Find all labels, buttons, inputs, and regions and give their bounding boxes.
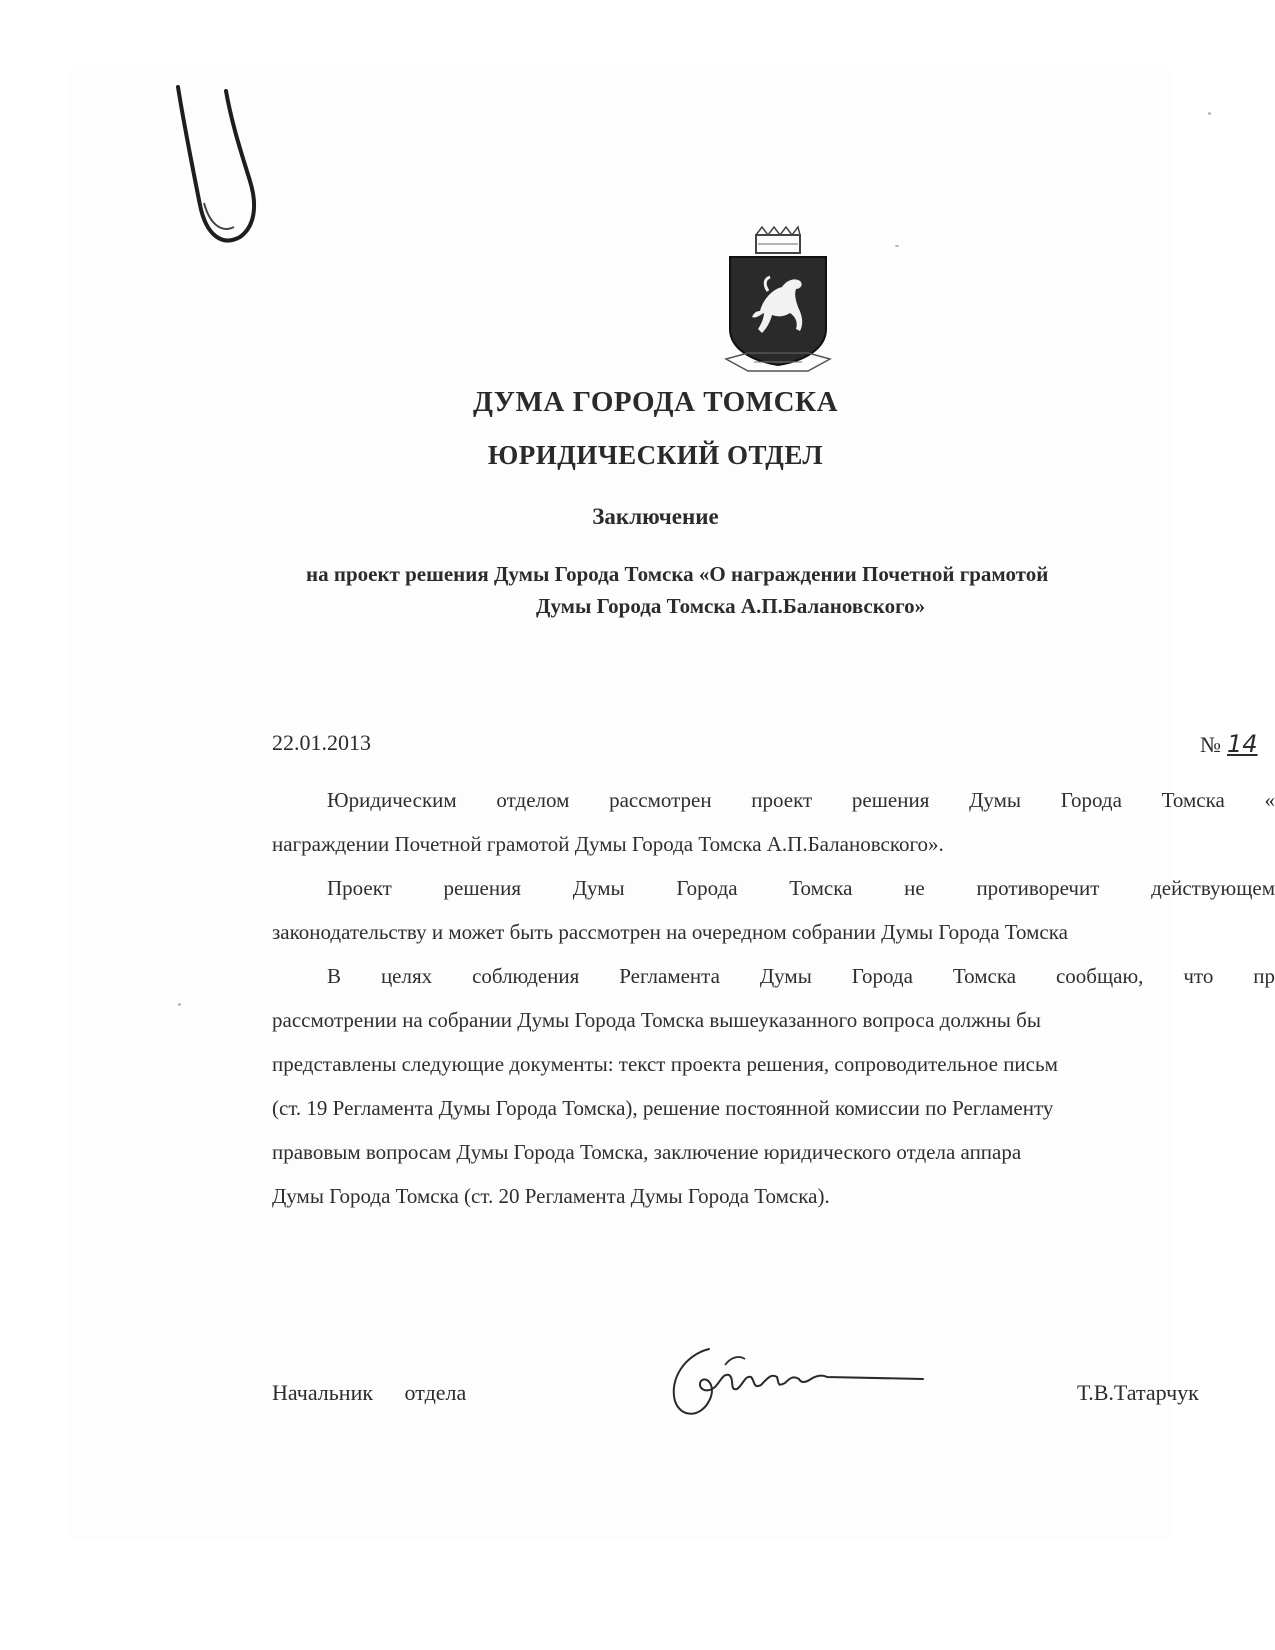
body-line: Проект решения Думы Города Томска не противоречит действующем [327,876,1275,900]
signer-title: Начальник отдела [272,1380,467,1405]
subject-line-2: Думы Города Томска А.П.Балановского» [536,594,926,618]
department-name: ЮРИДИЧЕСКИЙ ОТДЕЛ [487,440,824,470]
scan-speck [178,1003,181,1006]
scan-speck [895,245,899,247]
body-line: представлены следующие документы: текст проекта решения, сопроводительное письм [272,1052,1058,1076]
number-value: 14 [1227,730,1258,758]
document-date: 22.01.2013 [272,730,371,755]
city-emblem-icon [724,225,832,381]
document-number [1200,730,1258,758]
body-line: рассмотрении на собрании Думы Города Томска вышеуказанного вопроса должны бы [272,1008,1041,1032]
body-line: законодательству и может быть рассмотрен на очередном собрании Думы Города Томска [272,920,1068,944]
paper-clip-icon [170,85,265,255]
organization-name: ДУМА ГОРОДА ТОМСКА [472,386,839,418]
body-line: Юридическим отделом рассмотрен проект решения Думы Города Томска « [327,788,1275,812]
signer-name: Т.В.Татарчук [1077,1380,1199,1405]
body-line: В целях соблюдения Регламента Думы Города Томска сообщаю, что пр [327,964,1275,988]
number-label: № [1200,732,1221,757]
scan-speck [1208,112,1211,115]
body-line: награждении Почетной грамотой Думы Города Томска А.П.Балановского». [272,832,944,856]
handwritten-signature [665,1335,935,1425]
body-line: (ст. 19 Регламента Думы Города Томска), решение постоянной комиссии по Регламенту [272,1096,1054,1120]
subject-line-1: на проект решения Думы Города Томска «О награждении Почетной грамотой [306,562,1049,586]
document-type: Заключение [592,504,719,529]
body-line: правовым вопросам Думы Города Томска, заключение юридического отдела аппара [272,1140,1022,1164]
body-line: Думы Города Томска (ст. 20 Регламента Думы Города Томска). [272,1184,830,1208]
